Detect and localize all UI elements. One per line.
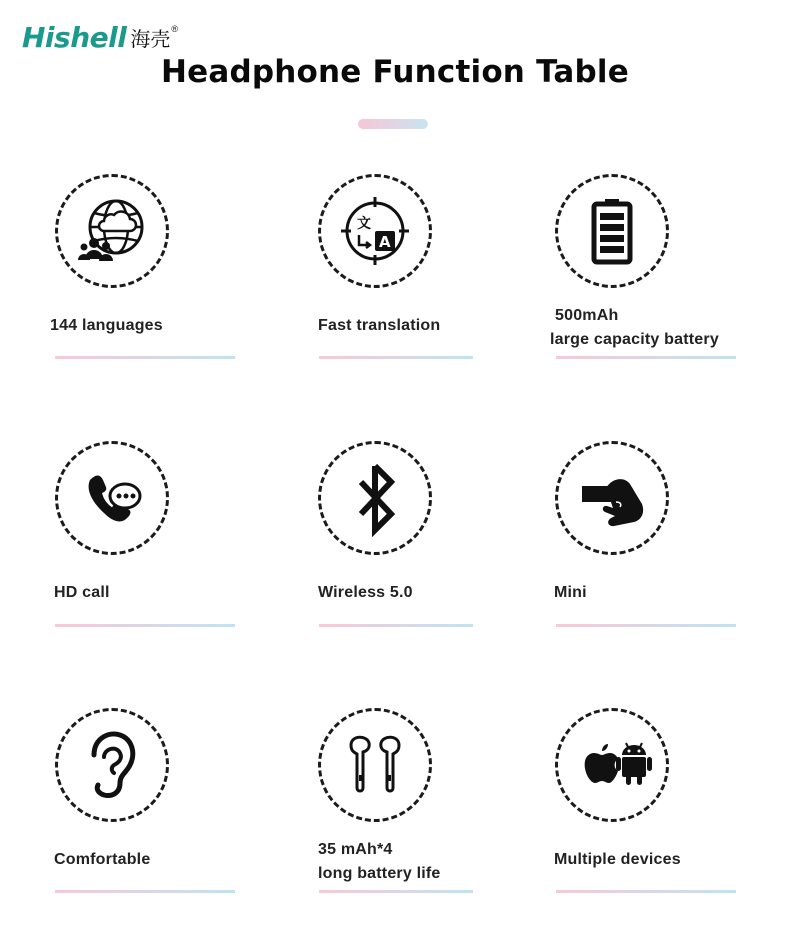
registered-mark: ® bbox=[171, 24, 178, 34]
title-divider bbox=[358, 119, 428, 129]
translate-icon bbox=[318, 174, 432, 288]
label-underline bbox=[556, 890, 736, 893]
feature-label: Comfortable bbox=[54, 851, 151, 868]
label-underline bbox=[55, 624, 235, 627]
apple-android-icon bbox=[555, 708, 669, 822]
feature-label: large capacity battery bbox=[550, 331, 719, 348]
bluetooth-icon bbox=[318, 441, 432, 555]
label-underline bbox=[55, 890, 235, 893]
brand-name-cn: 海壳 bbox=[130, 27, 171, 51]
earbuds-icon bbox=[318, 708, 432, 822]
feature-label: Mini bbox=[554, 584, 587, 601]
feature-label: HD call bbox=[54, 584, 110, 601]
brand-name: Hishell bbox=[22, 21, 127, 54]
feature-label: Wireless 5.0 bbox=[318, 584, 413, 601]
hand-card-icon bbox=[555, 441, 669, 555]
globe-people-icon bbox=[55, 174, 169, 288]
svg-text:A: A bbox=[379, 233, 391, 251]
label-underline bbox=[55, 356, 235, 359]
label-underline bbox=[319, 356, 473, 359]
brand-logo bbox=[22, 20, 178, 58]
label-underline bbox=[319, 890, 473, 893]
feature-label: 144 languages bbox=[50, 317, 163, 334]
page-title: Headphone Function Table bbox=[161, 54, 629, 90]
feature-label: 35 mAh*4 bbox=[318, 841, 393, 858]
feature-label: long battery life bbox=[318, 865, 441, 882]
ear-icon bbox=[55, 708, 169, 822]
label-underline bbox=[556, 356, 736, 359]
battery-icon bbox=[555, 174, 669, 288]
label-underline bbox=[556, 624, 736, 627]
feature-label: 500mAh bbox=[555, 307, 619, 324]
feature-label: Fast translation bbox=[318, 317, 441, 334]
feature-label: Multiple devices bbox=[554, 851, 681, 868]
label-underline bbox=[319, 624, 473, 627]
svg-text:文: 文 bbox=[357, 216, 371, 232]
phone-chat-icon bbox=[55, 441, 169, 555]
